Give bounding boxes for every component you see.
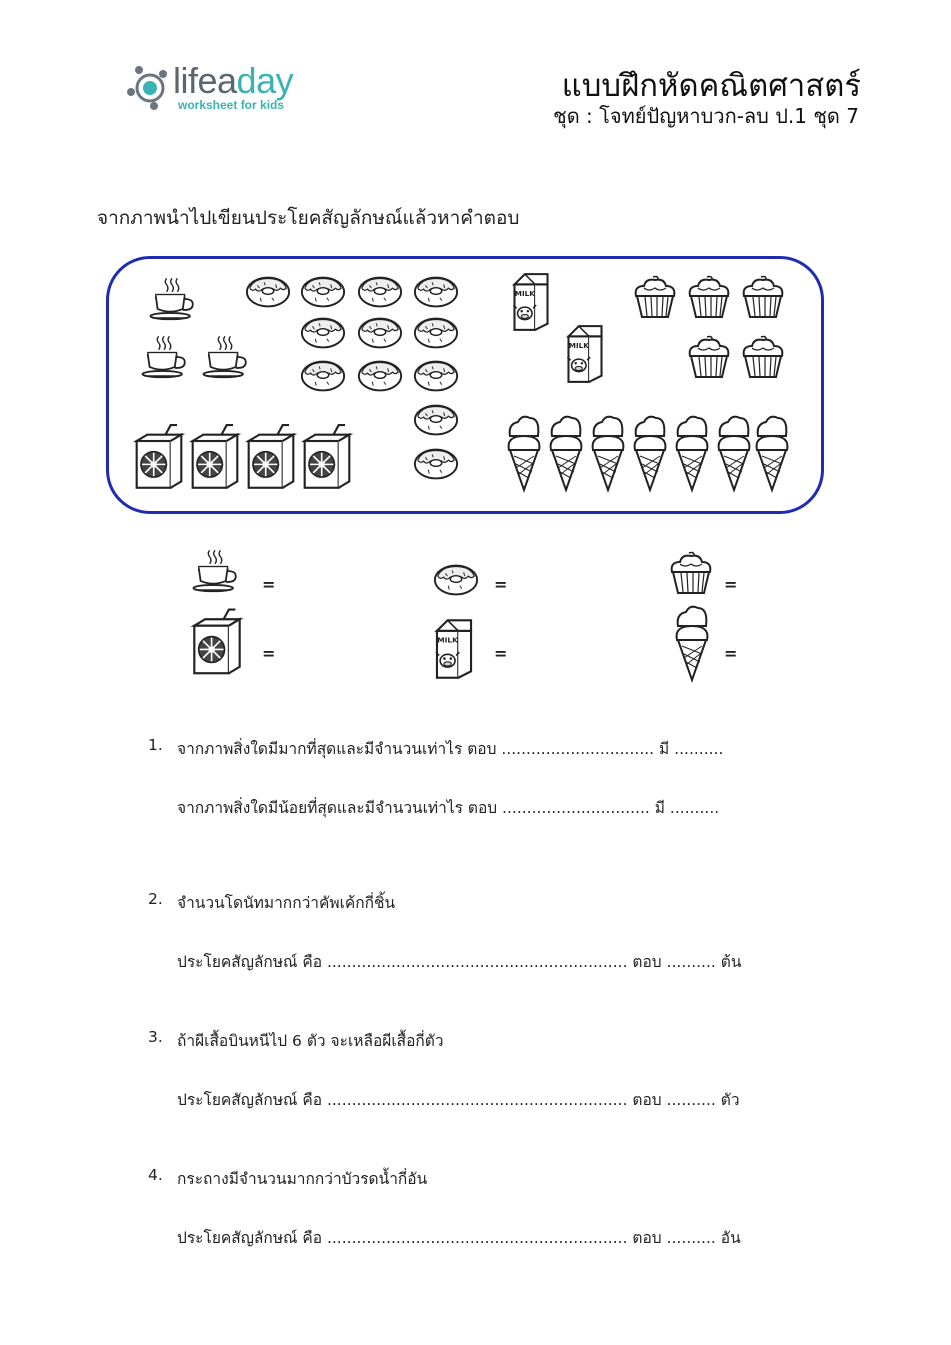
- question-4-number: 4.: [148, 1166, 163, 1184]
- ice-cream-icon: [546, 414, 586, 494]
- coffee-cup-icon: [137, 334, 191, 380]
- cupcake-icon: [684, 274, 734, 320]
- donut-icon: [356, 315, 404, 351]
- logo-molecule-icon: [126, 64, 172, 110]
- donut-icon: [356, 274, 404, 310]
- donut-icon: [244, 274, 292, 310]
- page-subtitle: ชุด : โจทย์ปัญหาบวก-ลบ ป.1 ชุด 7: [553, 104, 859, 128]
- juice-box-icon: [244, 424, 298, 492]
- question-4-answer-line: ประโยคสัญลักษณ์ คือ ............................................................. ตอบ .......... อัน: [177, 1229, 741, 1247]
- logo: [126, 62, 326, 114]
- cupcake-icon: [738, 334, 788, 380]
- question-3-number: 3.: [148, 1028, 163, 1046]
- juice-box-icon: [188, 424, 242, 492]
- instruction-text: จากภาพนำไปเขียนประโยคสัญลักษณ์แล้วหาคำตอบ: [97, 207, 520, 229]
- question-3-answer-line: ประโยคสัญลักษณ์ คือ ............................................................. ตอบ .......... ตัว: [177, 1091, 740, 1109]
- milk-carton-icon: [562, 322, 608, 386]
- question-1-part-a: จากภาพสิ่งใดมีมากที่สุดและมีจำนวนเท่าไร ตอบ ............................... มี ..........: [177, 740, 724, 758]
- ice-cream-icon: [672, 414, 712, 494]
- donut-icon: [412, 358, 460, 394]
- milk-carton-icon: [508, 270, 554, 334]
- legend-donut-icon: [432, 562, 480, 598]
- coffee-cup-icon: [198, 334, 252, 380]
- question-2-answer-line: ประโยคสัญลักษณ์ คือ ............................................................. ตอบ .......... ต้น: [177, 953, 742, 971]
- question-1-number: 1.: [148, 736, 163, 754]
- legend-equals: =: [262, 575, 276, 594]
- legend-coffee-cup-icon: [188, 548, 242, 594]
- question-4-text: กระถางมีจำนวนมากกว่าบัวรดน้ำกี่อัน: [177, 1170, 428, 1188]
- legend-ice-cream-icon: [672, 604, 712, 684]
- cupcake-icon: [630, 274, 680, 320]
- juice-box-icon: [300, 424, 354, 492]
- legend-equals: =: [724, 644, 738, 663]
- ice-cream-icon: [588, 414, 628, 494]
- donut-icon: [299, 274, 347, 310]
- donut-icon: [412, 274, 460, 310]
- juice-box-icon: [132, 424, 186, 492]
- ice-cream-icon: [504, 414, 544, 494]
- question-2-number: 2.: [148, 890, 163, 908]
- cupcake-icon: [738, 274, 788, 320]
- legend-cupcake-icon: [666, 548, 716, 598]
- question-3-text: ถ้าผีเสื้อบินหนีไป 6 ตัว จะเหลือผีเสื้อกี่ตัว: [177, 1032, 444, 1050]
- ice-cream-icon: [752, 414, 792, 494]
- coffee-cup-icon: [145, 276, 199, 322]
- legend-milk-carton-icon: [430, 616, 478, 682]
- legend-equals: =: [494, 575, 508, 594]
- cupcake-icon: [684, 334, 734, 380]
- ice-cream-icon: [630, 414, 670, 494]
- donut-icon: [299, 315, 347, 351]
- question-1-part-b: จากภาพสิ่งใดมีน้อยที่สุดและมีจำนวนเท่าไร ตอบ .............................. มี ..........: [177, 799, 720, 817]
- legend-equals: =: [262, 644, 276, 663]
- ice-cream-icon: [714, 414, 754, 494]
- logo-tagline: worksheet for kids: [178, 98, 285, 112]
- donut-icon: [356, 358, 404, 394]
- donut-icon: [412, 402, 460, 438]
- donut-icon: [299, 358, 347, 394]
- legend-equals: =: [494, 644, 508, 663]
- legend-juice-box-icon: [190, 608, 244, 678]
- donut-icon: [412, 315, 460, 351]
- legend-equals: =: [724, 575, 738, 594]
- donut-icon: [412, 446, 460, 482]
- page-title: แบบฝึกหัดคณิตศาสตร์: [561, 68, 861, 104]
- question-2-text: จำนวนโดนัทมากกว่าคัพเค้กกี่ชิ้น: [177, 894, 396, 912]
- logo-wordmark: lifeaday: [173, 60, 294, 101]
